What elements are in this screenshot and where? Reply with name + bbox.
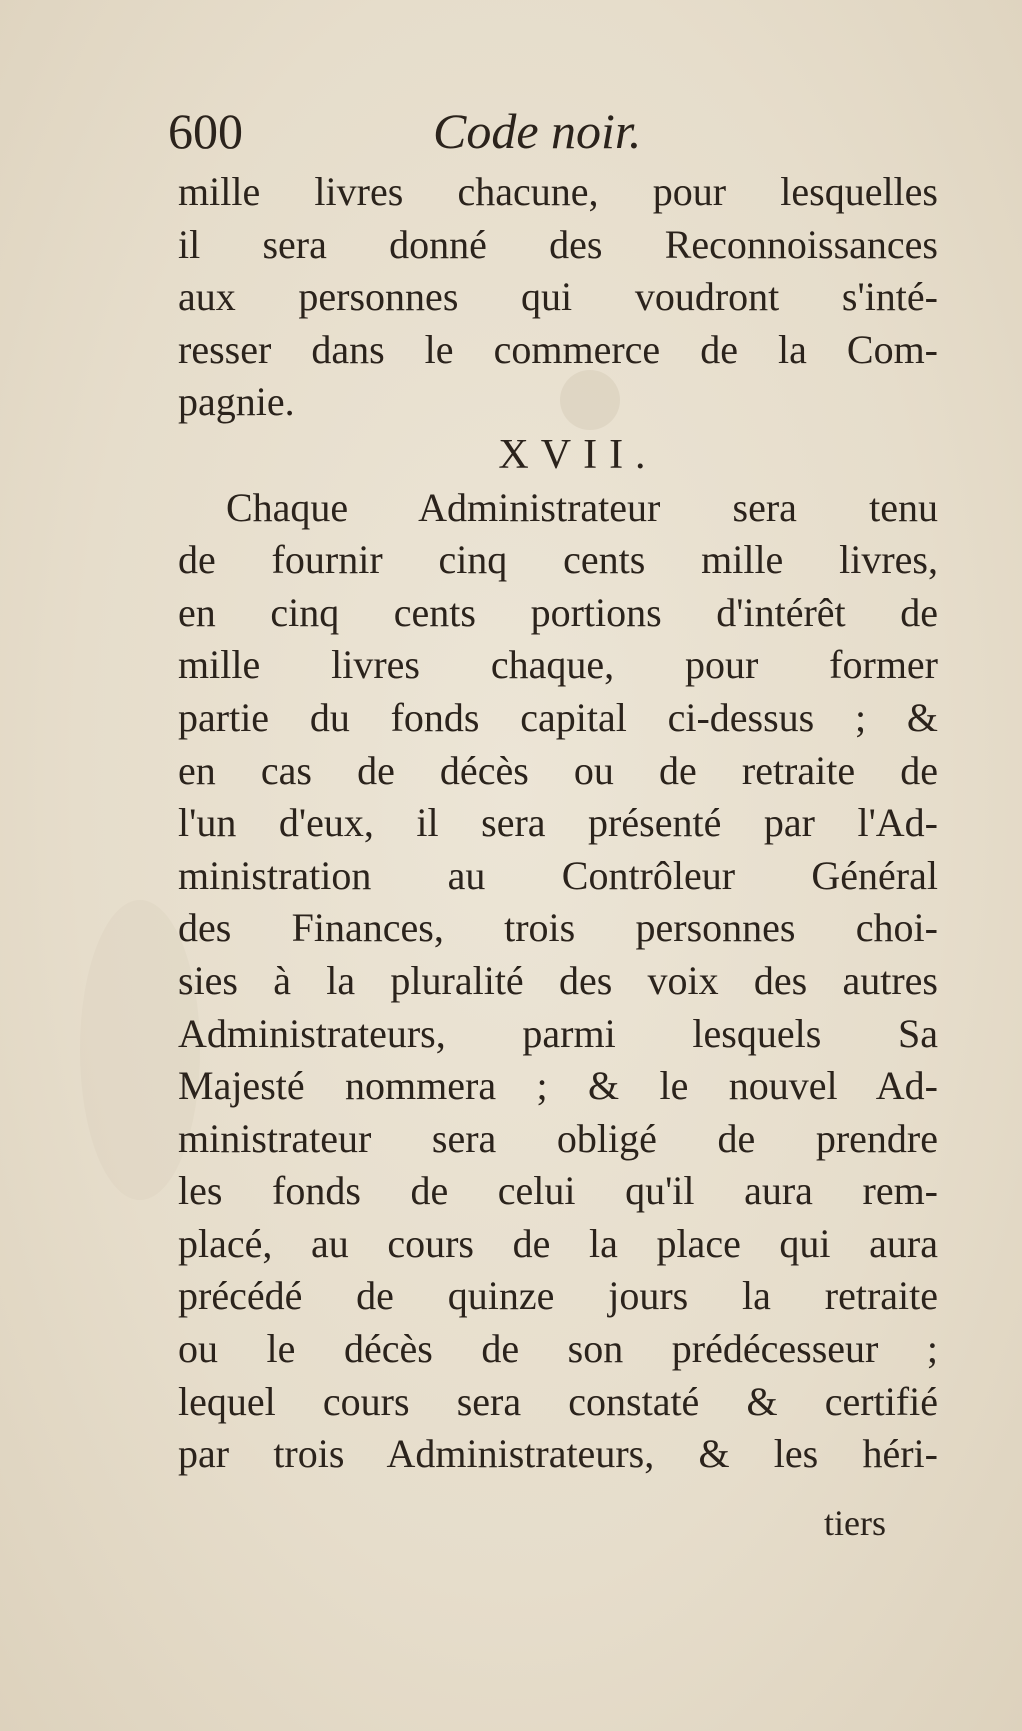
text-line: mille livres chaque, pour former <box>178 642 938 688</box>
text-line: de fournir cinq cents mille livres, <box>178 537 938 583</box>
text-line: ministration au Contrôleur Général <box>178 852 938 898</box>
text-line: des Finances, trois personnes choi- <box>178 905 938 951</box>
text-line: par trois Administrateurs, & les héri- <box>178 1431 938 1477</box>
text-line: en cinq cents portions d'intérêt de <box>178 589 938 635</box>
text-line: aux personnes qui voudront s'inté- <box>178 274 938 320</box>
text-line: mille livres chacune, pour lesquelles <box>178 169 938 214</box>
text-line: resser dans le commerce de la Com- <box>178 326 938 372</box>
body-text <box>178 166 938 1481</box>
article-heading: XVII. <box>498 431 658 478</box>
text-line: lequel cours sera constaté & certifié <box>178 1378 938 1424</box>
page-number: 600 <box>168 103 243 159</box>
text-line: sies à la pluralité des voix des autres <box>178 957 938 1003</box>
text-line: partie du fonds capital ci-dessus ; & <box>178 694 938 740</box>
text-line: en cas de décès ou de retraite de <box>178 747 938 793</box>
text-line: Chaque Administrateur sera tenu <box>226 484 938 530</box>
catchword: tiers <box>824 1503 886 1543</box>
text-line: les fonds de celui qu'il aura rem- <box>178 1168 938 1214</box>
text-line: l'un d'eux, il sera présenté par l'Ad- <box>178 800 938 846</box>
text-line: pagnie. <box>178 379 295 425</box>
text-line: ministrateur sera obligé de prendre <box>178 1115 938 1161</box>
text-line: il sera donné des Reconnoissances <box>178 221 938 267</box>
running-title: Code noir. <box>433 103 642 159</box>
page-header <box>168 100 938 162</box>
text-line: ou le décès de son prédécesseur ; <box>178 1326 938 1372</box>
text-line: précédé de quinze jours la retraite <box>178 1273 938 1319</box>
text-line: Administrateurs, parmi lesquels Sa <box>178 1010 938 1056</box>
text-line: Majesté nommera ; & le nouvel Ad- <box>178 1063 938 1109</box>
text-line: placé, au cours de la place qui aura <box>178 1220 938 1266</box>
